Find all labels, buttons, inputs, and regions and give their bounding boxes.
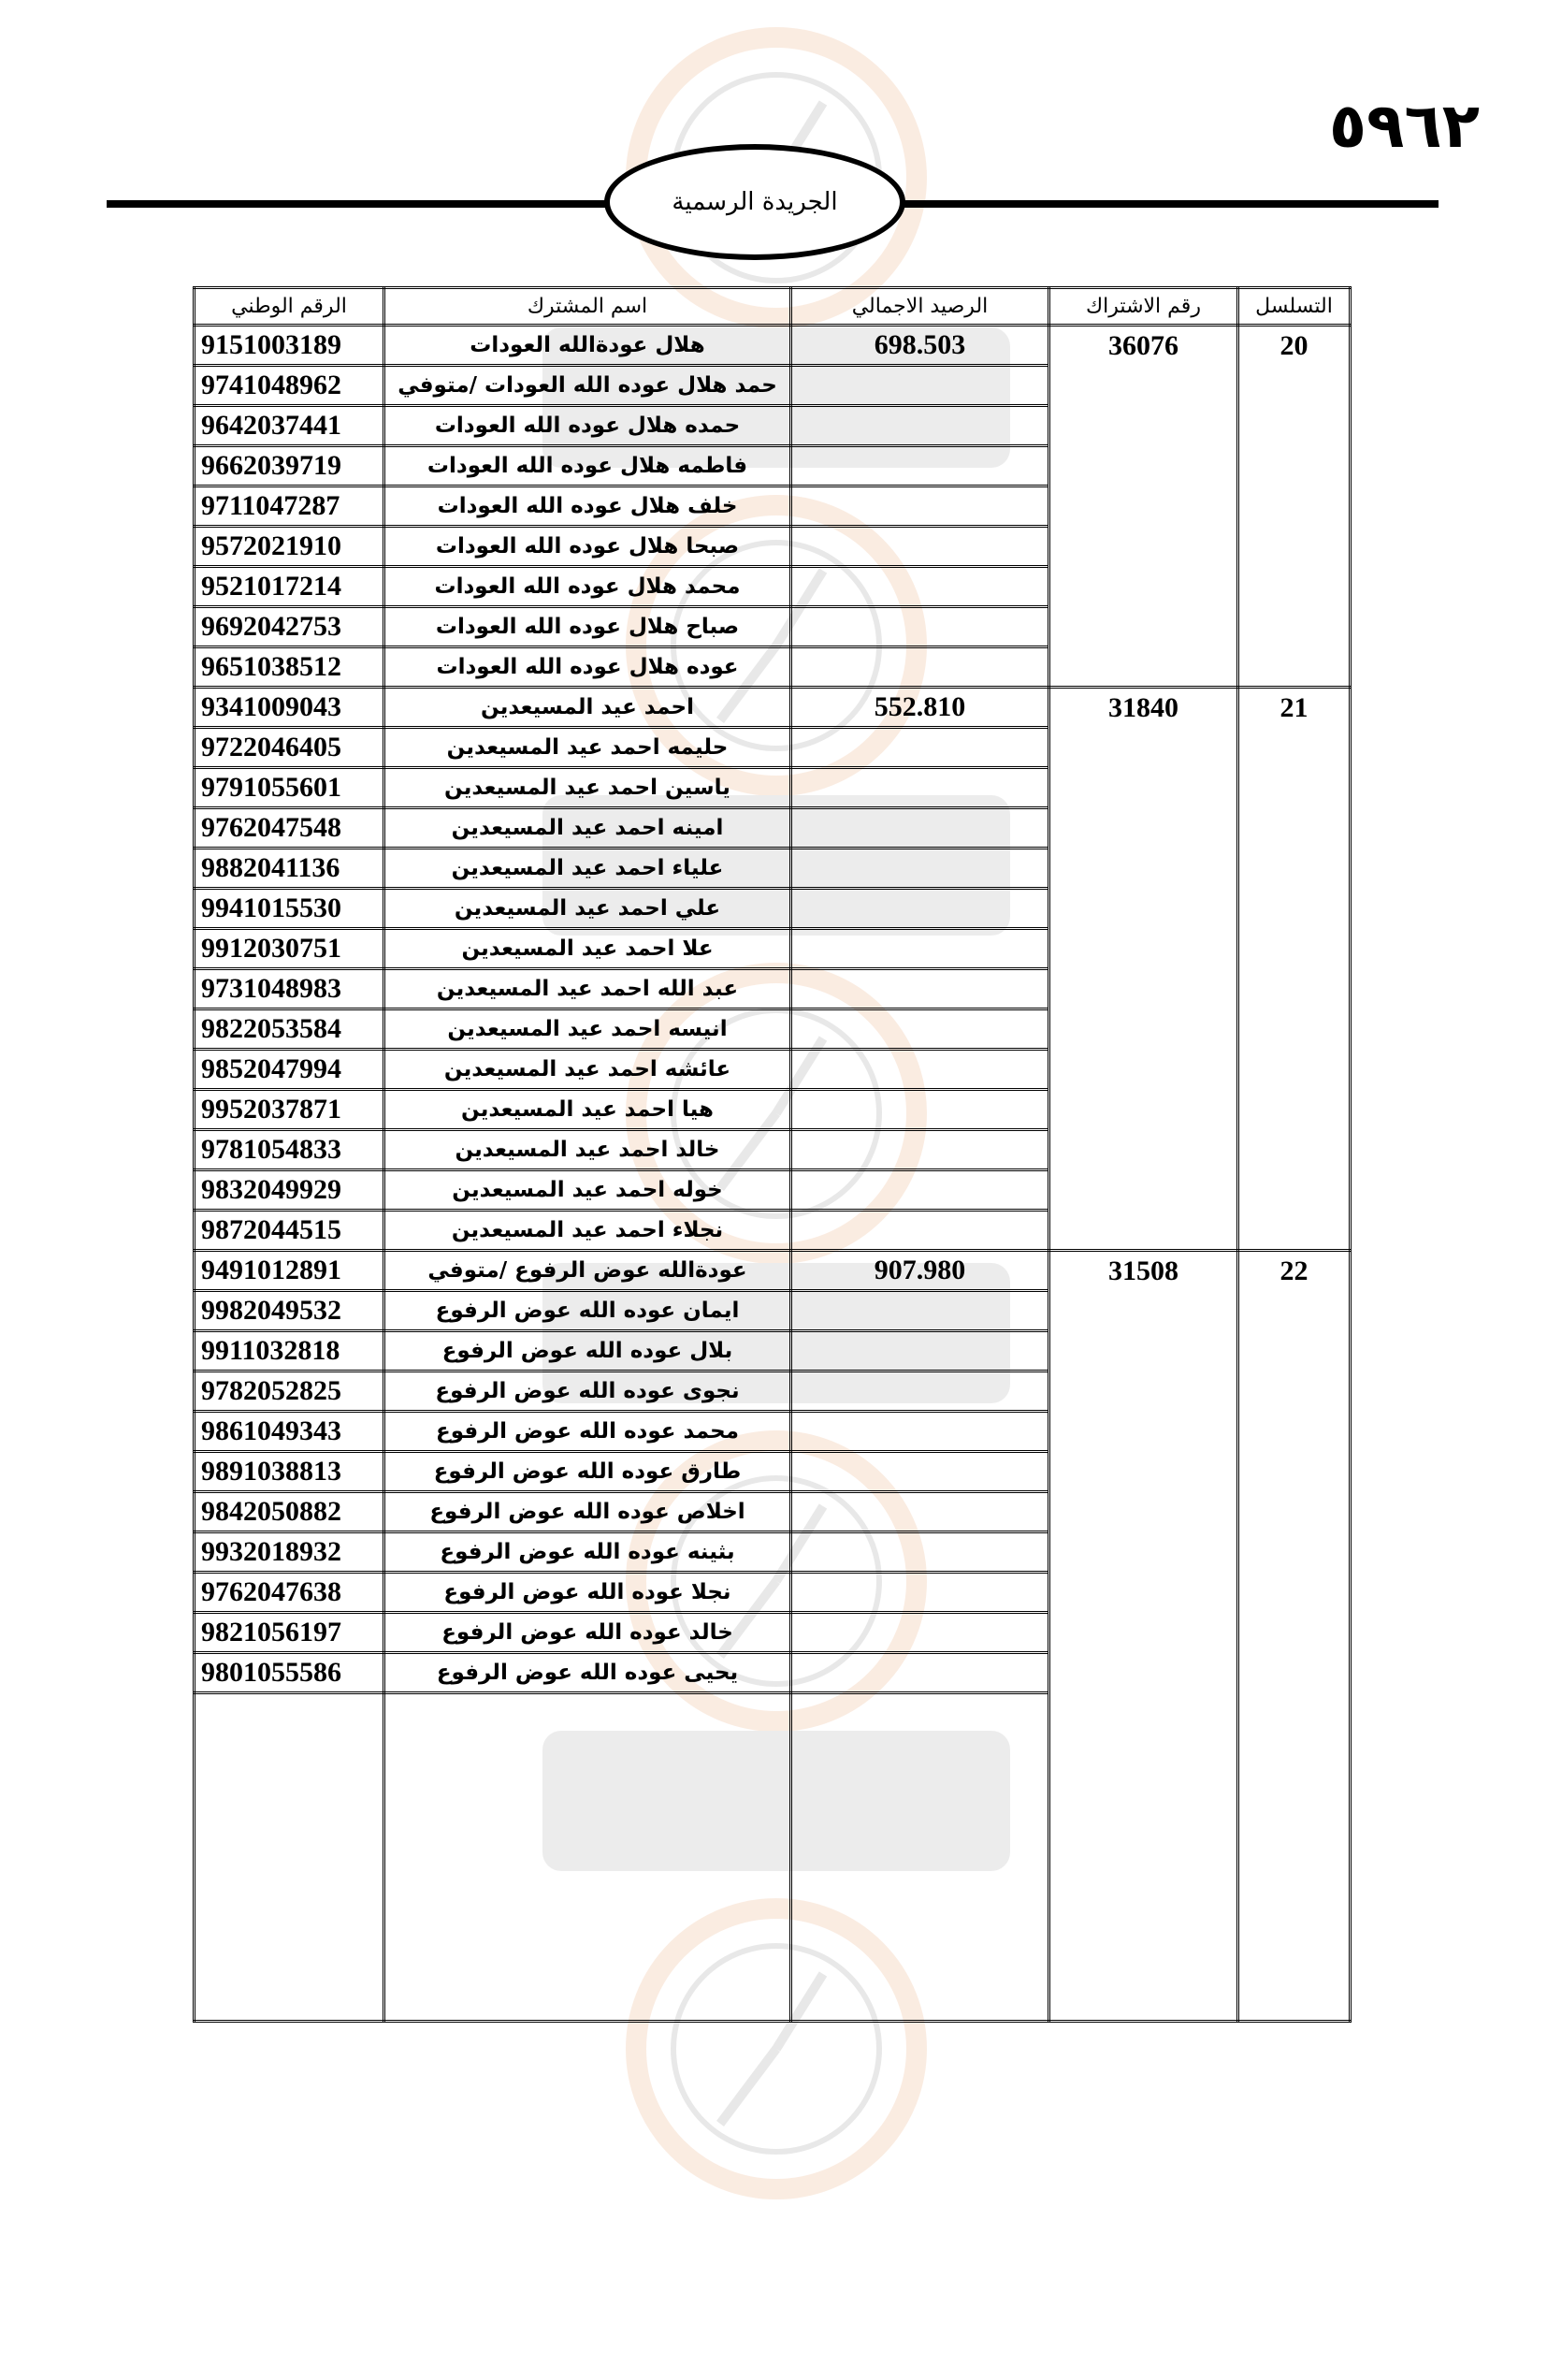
balance-cell-empty [791,768,1049,808]
col-header-name: اسم المشترك [384,288,791,326]
balance-cell-empty [791,486,1049,527]
subscribers-table [193,286,1352,2023]
subscriber-name-cell: خالد احمد عيد المسيعدين [384,1130,791,1170]
national-id-cell: 9642037441 [195,406,384,446]
national-id-cell: 9662039719 [195,446,384,486]
serial-cell: 22 [1238,1251,1351,2022]
balance-cell-empty [791,647,1049,688]
subscriber-name-cell: عودةالله عوض الرفوع /متوفي [384,1251,791,1291]
subscriber-name-cell: عائشه احمد عيد المسيعدين [384,1050,791,1090]
subscriber-name-cell: علا احمد عيد المسيعدين [384,929,791,969]
subscriber-name-cell: اخلاص عوده الله عوض الرفوع [384,1492,791,1532]
national-id-cell: 9952037871 [195,1090,384,1130]
balance-cell-empty [791,849,1049,889]
subscriber-name-cell: طارق عوده الله عوض الرفوع [384,1452,791,1492]
balance-cell-empty [791,1613,1049,1653]
subscriber-name-cell: بلال عوده الله عوض الرفوع [384,1331,791,1371]
table-header-row [195,288,1351,326]
national-id-cell: 9151003189 [195,326,384,366]
subscriber-name-cell: خوله احمد عيد المسيعدين [384,1170,791,1211]
national-id-cell: 9762047638 [195,1573,384,1613]
subscriber-name-cell: هيا احمد عيد المسيعدين [384,1090,791,1130]
empty-cell [384,1693,791,2022]
national-id-cell: 9722046405 [195,728,384,768]
balance-cell-empty [791,1653,1049,1693]
subscriber-name-cell: بثينه عوده الله عوض الرفوع [384,1532,791,1573]
national-id-cell: 9731048983 [195,969,384,1009]
national-id-cell: 9861049343 [195,1412,384,1452]
subscriber-name-cell: خالد عوده الله عوض الرفوع [384,1613,791,1653]
balance-cell-empty [791,1211,1049,1251]
subscriber-name-cell: عوده هلال عوده الله العودات [384,647,791,688]
balance-cell-empty [791,1009,1049,1050]
balance-cell-empty [791,1492,1049,1532]
subscription-cell: 31508 [1049,1251,1238,2022]
subscriber-name-cell: حمده هلال عوده الله العودات [384,406,791,446]
balance-cell-empty [791,1331,1049,1371]
balance-cell-empty [791,567,1049,607]
subscriber-name-cell: نجوى عوده الله عوض الرفوع [384,1371,791,1412]
subscriber-name-cell: ايمان عوده الله عوض الرفوع [384,1291,791,1331]
table-row [195,688,1351,728]
national-id-cell: 9572021910 [195,527,384,567]
subscriber-name-cell: امينه احمد عيد المسيعدين [384,808,791,849]
balance-cell: 907.980 [791,1251,1049,1291]
header-oval [604,144,905,260]
balance-cell-empty [791,607,1049,647]
national-id-cell: 9822053584 [195,1009,384,1050]
col-header-serial: التسلسل [1238,288,1351,326]
national-id-cell: 9832049929 [195,1170,384,1211]
subscriber-name-cell: خلف هلال عوده الله العودات [384,486,791,527]
balance-cell: 552.810 [791,688,1049,728]
subscriber-name-cell: حليمه احمد عيد المسيعدين [384,728,791,768]
national-id-cell: 9882041136 [195,849,384,889]
balance-cell-empty [791,929,1049,969]
subscriber-name-cell: محمد عوده الله عوض الرفوع [384,1412,791,1452]
balance-cell-empty [791,1371,1049,1412]
subscription-cell: 31840 [1049,688,1238,1251]
national-id-cell: 9801055586 [195,1653,384,1693]
national-id-cell: 9782052825 [195,1371,384,1412]
national-id-cell: 9341009043 [195,688,384,728]
table-row [195,1251,1351,1291]
subscriber-name-cell: فاطمه هلال عوده الله العودات [384,446,791,486]
subscriber-name-cell: احمد عيد المسيعدين [384,688,791,728]
balance-cell-empty [791,1291,1049,1331]
balance-cell-empty [791,406,1049,446]
balance-cell-empty [791,366,1049,406]
empty-cell [195,1693,384,2022]
national-id-cell: 9911032818 [195,1331,384,1371]
balance-cell-empty [791,1412,1049,1452]
national-id-cell: 9741048962 [195,366,384,406]
serial-cell: 20 [1238,326,1351,688]
subscriber-name-cell: انيسه احمد عيد المسيعدين [384,1009,791,1050]
balance-cell: 698.503 [791,326,1049,366]
balance-cell-empty [791,808,1049,849]
balance-cell-empty [791,969,1049,1009]
col-header-subscription: رقم الاشتراك [1049,288,1238,326]
balance-cell-empty [791,1130,1049,1170]
empty-cell [791,1693,1049,2022]
balance-cell-empty [791,1090,1049,1130]
national-id-cell: 9791055601 [195,768,384,808]
national-id-cell: 9821056197 [195,1613,384,1653]
balance-cell-empty [791,446,1049,486]
national-id-cell: 9711047287 [195,486,384,527]
balance-cell-empty [791,527,1049,567]
national-id-cell: 9651038512 [195,647,384,688]
subscription-cell: 36076 [1049,326,1238,688]
subscriber-name-cell: حمد هلال عوده الله العودات /متوفي [384,366,791,406]
national-id-cell: 9781054833 [195,1130,384,1170]
balance-cell-empty [791,1170,1049,1211]
subscriber-name-cell: علياء احمد عيد المسيعدين [384,849,791,889]
gazette-title: الجريدة الرسمية [672,188,838,216]
national-id-cell: 9521017214 [195,567,384,607]
national-id-cell: 9491012891 [195,1251,384,1291]
national-id-cell: 9762047548 [195,808,384,849]
subscriber-name-cell: يحيى عوده الله عوض الرفوع [384,1653,791,1693]
subscriber-name-cell: عبد الله احمد عيد المسيعدين [384,969,791,1009]
balance-cell-empty [791,1532,1049,1573]
table-row [195,326,1351,366]
subscriber-name-cell: صبحا هلال عوده الله العودات [384,527,791,567]
subscriber-name-cell: علي احمد عيد المسيعدين [384,889,791,929]
subscriber-name-cell: نجلاء احمد عيد المسيعدين [384,1211,791,1251]
balance-cell-empty [791,1573,1049,1613]
subscriber-name-cell: صباح هلال عوده الله العودات [384,607,791,647]
table-body [195,326,1351,2022]
national-id-cell: 9891038813 [195,1452,384,1492]
balance-cell-empty [791,728,1049,768]
page-number: ٥٩٦٢ [1328,90,1480,162]
subscriber-name-cell: نجلا عوده الله عوض الرفوع [384,1573,791,1613]
subscriber-name-cell: محمد هلال عوده الله العودات [384,567,791,607]
col-header-balance: الرصيد الاجمالي [791,288,1049,326]
national-id-cell: 9692042753 [195,607,384,647]
national-id-cell: 9941015530 [195,889,384,929]
balance-cell-empty [791,1452,1049,1492]
national-id-cell: 9852047994 [195,1050,384,1090]
balance-cell-empty [791,889,1049,929]
national-id-cell: 9982049532 [195,1291,384,1331]
col-header-national-id: الرقم الوطني [195,288,384,326]
balance-cell-empty [791,1050,1049,1090]
national-id-cell: 9932018932 [195,1532,384,1573]
national-id-cell: 9912030751 [195,929,384,969]
subscriber-name-cell: هلال عودةالله العودات [384,326,791,366]
national-id-cell: 9872044515 [195,1211,384,1251]
serial-cell: 21 [1238,688,1351,1251]
subscriber-name-cell: ياسين احمد عيد المسيعدين [384,768,791,808]
national-id-cell: 9842050882 [195,1492,384,1532]
